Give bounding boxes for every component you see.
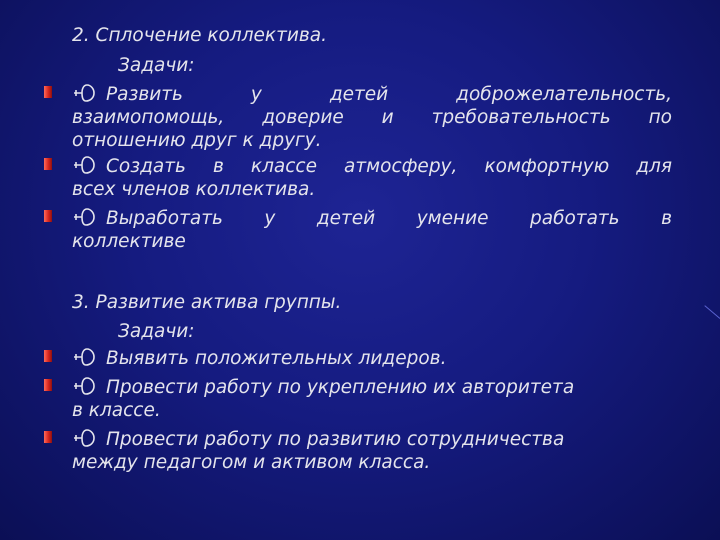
section1-item1-line1: Развить у детей доброжелательность,	[106, 84, 672, 105]
section2-item3-line1: Провести работу по развитию сотрудничества	[106, 429, 565, 450]
square-bullet-icon	[44, 158, 52, 170]
section2-item1-line1: Выявить положительных лидеров.	[106, 348, 447, 369]
hand-pointer-icon	[72, 154, 98, 176]
section2-tasks-label: Задачи:	[118, 321, 195, 342]
section1-item3-line2: коллективе	[72, 231, 186, 252]
section1-item2-line1: Создать в классе атмосферу, комфортную для	[106, 156, 672, 177]
decorative-line	[704, 305, 720, 319]
section1-item3-line1: Выработать у детей умение работать в	[106, 208, 672, 229]
section2-item2-line1: Провести работу по укреплению их авторитета	[106, 377, 575, 398]
section1-tasks-label: Задачи:	[118, 55, 195, 76]
square-bullet-icon	[44, 431, 52, 443]
square-bullet-icon	[44, 210, 52, 222]
section1-heading: 2. Сплочение коллектива.	[72, 25, 327, 46]
section2-item3-line2: между педагогом и активом класса.	[72, 452, 431, 473]
square-bullet-icon	[44, 86, 52, 98]
hand-pointer-icon	[72, 346, 98, 368]
square-bullet-icon	[44, 350, 52, 362]
hand-pointer-icon	[72, 82, 98, 104]
section2-item2-line2: в классе.	[72, 400, 161, 421]
section2-heading: 3. Развитие актива группы.	[72, 292, 342, 313]
square-bullet-icon	[44, 379, 52, 391]
hand-pointer-icon	[72, 206, 98, 228]
hand-pointer-icon	[72, 427, 98, 449]
section1-item1-line3: отношению друг к другу.	[72, 130, 322, 151]
section1-item1-line2: взаимопомощь, доверие и требовательность по	[72, 107, 672, 128]
section1-item2-line2: всех членов коллектива.	[72, 179, 316, 200]
hand-pointer-icon	[72, 375, 98, 397]
